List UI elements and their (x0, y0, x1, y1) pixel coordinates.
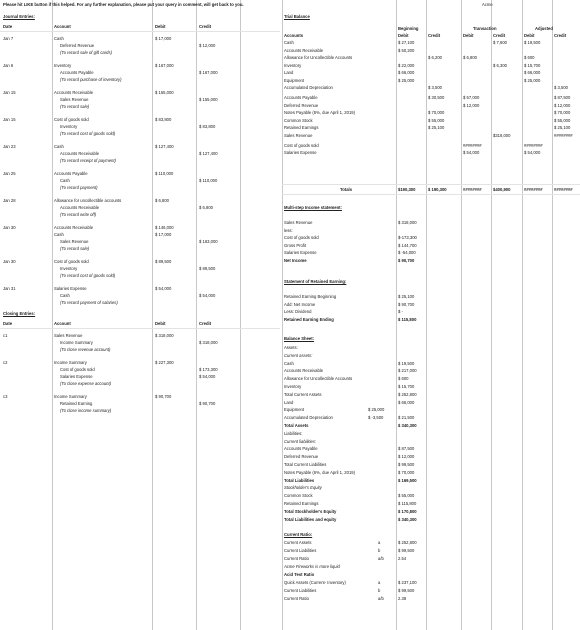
closing-credit: $ 90,700 (199, 401, 216, 406)
journal-date: Jan 23 (3, 144, 16, 149)
balance-label: Liabilities: (284, 430, 303, 436)
income-value: $ -54,000 (398, 250, 416, 255)
balance-value: $ 70,000 (398, 469, 415, 475)
balance-label: Accumulated Depreciation (284, 415, 333, 421)
journal-date: Jan 31 (3, 286, 16, 291)
journal-account: Sales Revenue (60, 239, 89, 244)
trial-cell: $ 55,000 (554, 117, 571, 123)
balance-value: $ 115,800 (398, 501, 417, 506)
trial-account: Deferred Revenue (284, 102, 319, 108)
closing-account: Income Summary (54, 394, 87, 399)
balance-label: Notes Payable (6%, due April 1, 2019) (284, 469, 355, 475)
journal-account: Cash (60, 293, 70, 298)
balance-label: Allowance for Uncollectible Accounts (284, 376, 353, 382)
balance-label: Current assets: (284, 352, 313, 358)
journal-account: (To record receipt of payment) (60, 158, 116, 163)
balance-label: Total Assets (284, 423, 309, 428)
closing-account: (To close revenue account) (60, 347, 111, 352)
journal-credit: $ 54,000 (199, 293, 216, 298)
trial-account: Land (284, 70, 294, 75)
balance-label: Cash (284, 360, 294, 366)
closing-header: Credit (199, 321, 212, 326)
journal-credit: $ 127,400 (199, 151, 218, 156)
retained-value: $ 25,100 (398, 294, 415, 299)
brand-label: Acme (482, 2, 493, 7)
journal-account: Inventory (54, 63, 72, 68)
income-value: $ 318,000 (398, 220, 417, 225)
ratio-value: $ 99,500 (398, 588, 415, 593)
journal-debit: $ 54,000 (155, 286, 172, 291)
ratio-key: a/b (378, 596, 384, 601)
ratio-key: b (378, 548, 381, 553)
journal-credit: $ 110,000 (199, 178, 218, 183)
balance-value: $ 19,500 (398, 360, 415, 366)
trial-cell: $ 50,200 (398, 47, 415, 53)
trial-cell: $ 57,000 (463, 95, 480, 100)
income-value: $-173,300 (398, 235, 417, 240)
journal-date: Jan 28 (3, 198, 16, 203)
trial-account: Salaries Expense (284, 150, 317, 155)
income-label: less: (284, 227, 293, 233)
trial-account: Allowance for Uncollectible Accounts (284, 55, 353, 60)
trial-cell: $ 70,000 (554, 110, 571, 115)
journal-credit: $ 163,000 (199, 239, 218, 244)
balance-label: Equipment (284, 407, 305, 413)
closing-credit: $ 318,000 (199, 340, 218, 345)
trial-cell: $ 22,000 (398, 62, 415, 68)
journal-date: Jan 15 (3, 90, 16, 95)
trial-cell: ######## (554, 132, 573, 138)
journal-account: Cash (54, 144, 64, 149)
income-label: Net Income (284, 257, 307, 263)
trial-cell: $ 25,100 (554, 125, 571, 130)
trial-total: $ 190,300 (428, 187, 447, 192)
balance-label: Inventory (284, 384, 302, 389)
journal-account: Allowance for uncollectible accounts (54, 198, 122, 203)
journal-date: Jan 6 (3, 63, 14, 68)
trial-cell: $ 25,000 (398, 77, 415, 83)
journal-account: Inventory (60, 124, 78, 129)
trial-cell: $ 25,000 (524, 77, 541, 83)
journal-account: Cost of goods sold (54, 117, 89, 122)
balance-label: Assets: (284, 345, 298, 350)
journal-account: Salaries Expense (54, 286, 87, 291)
trial-account: Retained Earnings (284, 125, 319, 130)
trial-cell: $ 3,500 (428, 85, 442, 90)
income-title: Multi-step Income statement: (284, 205, 342, 210)
trial-account: Cash (284, 40, 294, 45)
balance-value: $ 87,500 (398, 446, 415, 452)
balance-value: $ 600 (398, 376, 409, 382)
trial-header: Debit (463, 33, 474, 38)
income-value: $ 144,700 (398, 242, 417, 248)
journal-header: Debit (155, 24, 166, 29)
journal-account: Accounts Payable (54, 171, 88, 176)
trial-account: Cost of goods sold (284, 142, 319, 148)
trial-cell: $ 600 (524, 55, 535, 60)
balance-value: $ 55,000 (398, 493, 415, 499)
ratio-label: Current Ratio (284, 556, 309, 561)
ratio-label: Current Liabilities (284, 588, 317, 593)
trial-header: Credit (554, 33, 567, 38)
journal-header: Date (3, 24, 13, 29)
trial-total: ######## (554, 187, 573, 192)
journal-account: (To record sale) (60, 104, 90, 109)
balance-label: Total Current Liabilities (284, 462, 327, 467)
trial-header: Credit (493, 33, 506, 38)
trial-cell: $ 55,000 (428, 117, 445, 123)
balance-sub: $ -3,500 (368, 415, 384, 421)
trial-cell: $ 6,800 (463, 55, 477, 60)
balance-label: Current liabilities: (284, 438, 317, 444)
trial-cell: $ 66,000 (398, 70, 415, 75)
journal-account: (To record write off) (60, 212, 97, 217)
retained-label: Retained Earning Beginning (284, 294, 337, 299)
journal-account: Accounts Payable (60, 70, 94, 75)
closing-debit: $ 318,000 (155, 333, 174, 338)
journal-account: (To record sale) (60, 246, 90, 251)
ratio-label: Acme Fireworks is more liquid (284, 564, 340, 569)
journal-credit: $ 155,000 (199, 97, 218, 102)
trial-total: Totals (340, 187, 353, 192)
income-label: Salaries Expense (284, 250, 317, 255)
journal-credit: $ 12,000 (199, 43, 216, 48)
trial-cell: $ 7,600 (493, 40, 507, 45)
balance-label: Retained Earnings (284, 501, 319, 506)
closing-account: Cost of goods sold (60, 367, 95, 372)
trial-cell: $ 19,500 (524, 40, 541, 45)
trial-header: Accounts (284, 33, 304, 38)
journal-debit: $ 17,000 (155, 36, 172, 41)
balance-label: Total Liabilities and equity (284, 516, 337, 522)
trial-title: Trial Balance (284, 14, 310, 19)
balance-value: $ 12,000 (398, 454, 415, 460)
balance-label: Accounts Receivable (284, 368, 324, 374)
trial-total: ######## (524, 187, 543, 192)
trial-header: Credit (428, 33, 441, 38)
retained-label: Add: Net Income (284, 301, 316, 307)
trial-account: Notes Payable (6%, due April 1, 2019) (284, 110, 355, 115)
ratio-value: $ 99,500 (398, 548, 415, 553)
balance-label: Total Stockholder's Equity (284, 508, 337, 514)
journal-date: Jan 15 (3, 117, 16, 122)
journal-account: (To record sale of gift cards) (60, 50, 112, 55)
ratio-label: Current Assets (284, 540, 312, 545)
trial-group-beginning: Beginning (398, 26, 419, 31)
balance-title: Balance Sheet: (284, 336, 315, 341)
journal-account: (To record payment) (60, 185, 98, 190)
ratio-key: a/b (378, 556, 384, 561)
journal-debit: $ 17,000 (155, 232, 172, 237)
retained-title: Statement of Retained Earning: (284, 279, 347, 284)
journal-account: Deferred Revenue (60, 43, 95, 48)
balance-value: $ 21,500 (398, 415, 415, 421)
trial-total: ######## (463, 187, 482, 192)
trial-cell: ######## (524, 142, 543, 148)
ratio-label: Current Ratio (284, 596, 309, 601)
trial-cell: $ 27,100 (398, 40, 415, 45)
trial-account: Sales Revenue (284, 132, 313, 138)
retained-value: $ 115,800 (398, 316, 417, 322)
trial-cell: $ 30,500 (428, 95, 445, 100)
trial-account: Common Stock (284, 117, 313, 123)
trial-cell: $ 70,000 (428, 110, 445, 115)
balance-value: $ 217,000 (398, 368, 417, 374)
trial-cell: $ 6,200 (428, 55, 442, 60)
retained-value: $ - (398, 309, 403, 314)
ratio-key: a (378, 580, 381, 585)
journal-debit: $ 146,000 (155, 225, 174, 230)
balance-value: $ 66,000 (398, 399, 415, 405)
closing-account: (To close expense account) (60, 381, 112, 386)
journal-account: Accounts Receivable (60, 205, 100, 210)
balance-value: $ 340,300 (398, 423, 417, 428)
journal-debit: $ 167,000 (155, 63, 174, 68)
balance-label: Total Liabilities (284, 477, 315, 483)
journal-header: Account (54, 24, 71, 29)
journal-account: (To record payment of salaries) (60, 300, 118, 305)
journal-title: Journal Entries: (3, 14, 35, 19)
income-label: Gross Profit (284, 242, 307, 248)
trial-total: $190,300 (398, 187, 416, 192)
closing-debit: $ 90,700 (155, 394, 172, 399)
ratio-label: Current Liabilities (284, 548, 317, 553)
closing-credit: $ 54,000 (199, 374, 216, 379)
closing-account: Income Summary (60, 340, 93, 345)
journal-account: Sales Revenue (60, 97, 89, 102)
journal-account: Accounts Receivable (54, 90, 94, 95)
ratio-value: $ 252,800 (398, 540, 417, 545)
ratio-key: b (378, 588, 381, 593)
closing-account: Salaries Expense (60, 374, 93, 379)
journal-date: Jan 25 (3, 171, 16, 176)
trial-account: Accounts Payable (284, 95, 318, 100)
journal-debit: $ 110,000 (155, 171, 174, 176)
trial-account: Inventory (284, 62, 302, 68)
closing-account: Retained Earning (60, 401, 93, 406)
income-label: Sales Revenue (284, 220, 313, 225)
ratio-label: Quick Assets (Current- Inventory) (284, 580, 346, 585)
journal-account: (To record cost of goods sold) (60, 273, 116, 278)
trial-account: Accumulated Depreciation (284, 85, 333, 90)
trial-cell: $ 12,000 (463, 102, 480, 108)
ratio-key: a (378, 540, 381, 545)
ratio-value: $ 237,100 (398, 580, 417, 585)
trial-cell: $ 54,000 (463, 150, 480, 155)
balance-label: Deferred Revenue (284, 454, 319, 460)
journal-account: (To record purchase of inventory) (60, 77, 122, 82)
journal-debit: $ 83,800 (155, 117, 172, 122)
ratio-value: 2.54 (398, 556, 407, 561)
journal-credit: $ 167,000 (199, 70, 218, 75)
trial-account: Accounts Receivable (284, 47, 324, 53)
top-note: Please hit LIKE button if this helped. For any further explanation, please put your query in comment, will get back to you. (3, 2, 244, 7)
closing-header: Debit (155, 321, 166, 326)
ratio-value: 2.38 (398, 596, 407, 601)
trial-cell: ######## (463, 142, 482, 148)
journal-account: Cash (54, 36, 64, 41)
trial-header: Debit (398, 33, 409, 38)
closing-header: Date (3, 321, 13, 326)
trial-header: Debit (524, 33, 535, 38)
journal-date: Jan 7 (3, 36, 14, 41)
balance-label: Common Stock (284, 493, 313, 499)
journal-credit: $ 6,800 (199, 205, 213, 210)
balance-sub: $ 25,000 (368, 407, 385, 413)
closing-account: Sales Revenue (54, 333, 83, 338)
balance-value: $ 99,500 (398, 462, 415, 467)
trial-cell: $ 6,300 (493, 62, 507, 68)
closing-debit: $ 227,300 (155, 360, 174, 365)
trial-cell: $ 25,100 (428, 125, 445, 130)
journal-debit: $ 155,000 (155, 90, 174, 95)
trial-cell: $ 15,700 (524, 62, 541, 68)
retained-value: $ 90,700 (398, 301, 415, 307)
journal-date: Jan 30 (3, 259, 16, 264)
balance-label: Stockholder's Equity (284, 485, 322, 491)
trial-account: Equipment (284, 77, 305, 83)
closing-date: c2 (3, 360, 8, 365)
trial-cell: $ 54,000 (524, 150, 541, 155)
journal-account: (To record cost of goods sold) (60, 131, 116, 136)
ratio-label: Acid Test Ratio (284, 572, 315, 577)
journal-account: Accounts Receivable (54, 225, 94, 230)
trial-cell: $ 66,000 (524, 70, 541, 75)
journal-credit: $ 83,800 (199, 124, 216, 129)
journal-debit: $ 127,400 (155, 144, 174, 149)
retained-label: Retained Earning Ending (284, 316, 334, 322)
journal-debit: $ 89,500 (155, 259, 172, 264)
income-label: Cost of goods sold (284, 235, 319, 240)
journal-credit: $ 89,500 (199, 266, 216, 271)
trial-group-adjusted: Adjusted (535, 26, 553, 31)
balance-value: $ 252,800 (398, 391, 417, 397)
trial-cell: $ 12,000 (554, 102, 571, 108)
retained-label: Less: Dividend (284, 309, 312, 314)
journal-date: Jan 30 (3, 225, 16, 230)
trial-cell: $318,000 (493, 132, 511, 138)
trial-cell: $ 3,500 (554, 85, 568, 90)
trial-cell: $ 87,500 (554, 95, 571, 100)
trial-total: $400,900 (493, 187, 511, 192)
closing-credit: $ 173,300 (199, 367, 218, 372)
journal-account: Cash (54, 232, 64, 237)
closing-header: Account (54, 321, 71, 326)
closing-account: Income Summary (54, 360, 87, 365)
ratio-title: Current Ratio: (284, 532, 313, 537)
journal-header: Credit (199, 24, 212, 29)
balance-label: Total Current Assets (284, 391, 322, 397)
closing-date: c1 (3, 333, 8, 338)
balance-value: $ 170,800 (398, 508, 417, 514)
balance-value: $ 15,700 (398, 384, 415, 389)
journal-account: Cost of goods sold (54, 259, 89, 264)
journal-account: Inventory (60, 266, 78, 271)
closing-title: Closing Entries: (3, 311, 36, 316)
income-value: $ 90,700 (398, 257, 415, 263)
balance-value: $ 169,500 (398, 477, 417, 483)
journal-account: Cash (60, 178, 70, 183)
balance-value: $ 340,300 (398, 516, 417, 522)
journal-debit: $ 6,800 (155, 198, 169, 203)
closing-date: c3 (3, 394, 8, 399)
journal-account: Accounts Receivable (60, 151, 100, 156)
trial-group-transaction: Transaction (473, 26, 497, 31)
balance-label: Land (284, 399, 294, 405)
balance-label: Accounts Payable (284, 446, 318, 452)
closing-account: (To close income summary) (60, 408, 112, 413)
